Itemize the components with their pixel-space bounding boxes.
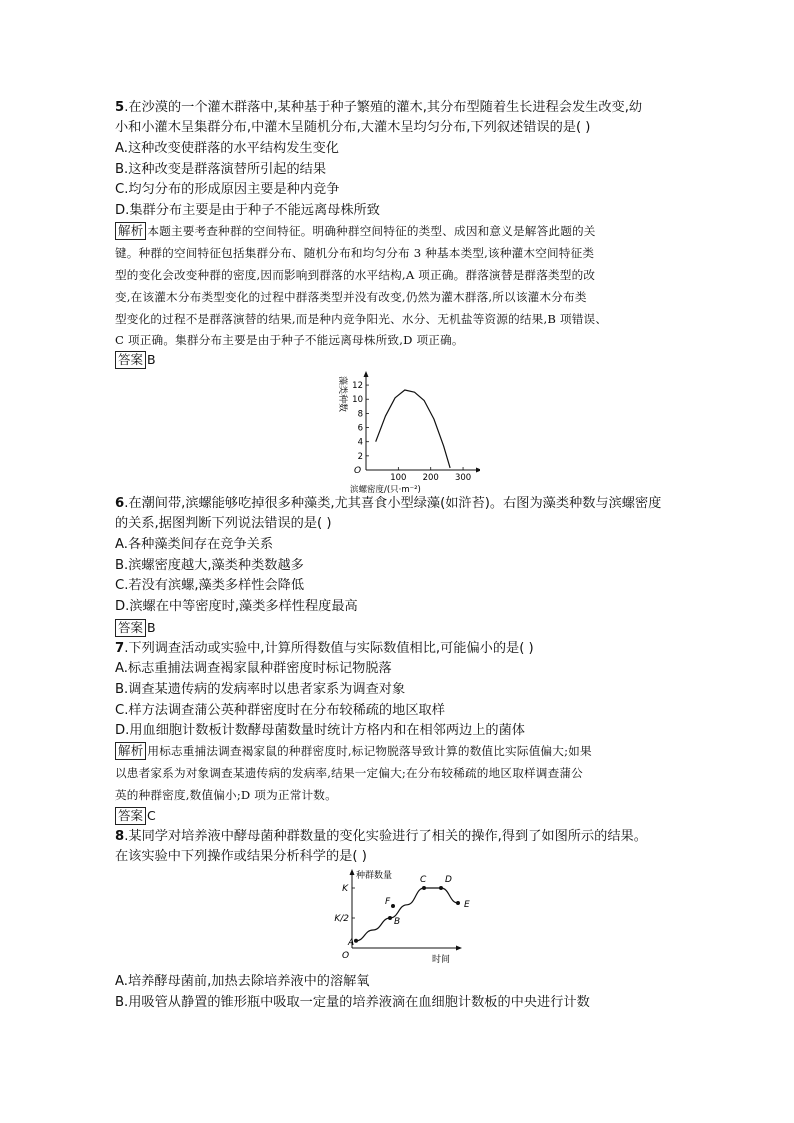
q5-jiexi-line-1: 解析 本题主要考查种群的空间特征。明确种群空间特征的类型、成因和意义是解答此题的关 bbox=[115, 220, 596, 242]
q5-stem-line-2: 小和小灌木呈集群分布,中灌木呈随机分布,大灌木呈均匀分布,下列叙述错误的是( ) bbox=[115, 120, 591, 135]
point-label: A bbox=[348, 937, 355, 948]
curve-point bbox=[439, 886, 443, 890]
x-axis-arrow bbox=[476, 468, 480, 473]
q7-option-c: C.样方法调查蒲公英种群密度时在分布较稀疏的地区取样 bbox=[115, 703, 445, 718]
point-label: C bbox=[420, 875, 427, 885]
curve-point bbox=[354, 939, 358, 943]
curve-point bbox=[456, 901, 460, 905]
algae-species-chart bbox=[330, 368, 480, 494]
y-tick-label: 12 bbox=[352, 381, 363, 392]
q8-option-b: B.用吸管从静置的锥形瓶中吸取一定量的培养液滴在血细胞计数板的中央进行计数 bbox=[115, 995, 590, 1010]
y-tick-label: 10 bbox=[352, 395, 363, 406]
q8-option-a: A.培养酵母菌前,加热去除培养液中的溶解氧 bbox=[115, 974, 370, 989]
q5-jiexi-line-6: C 项正确。集群分布主要是由于种子不能远离母株所致,D 项正确。 bbox=[115, 333, 464, 347]
y-tick-label: 4 bbox=[357, 437, 363, 448]
q7-option-b: B.调查某遗传病的发病率时以患者家系为调查对象 bbox=[115, 682, 406, 697]
q5-jiexi-line-2: 键。种群的空间特征包括集群分布、随机分布和均匀分布 3 种基本类型,该种灌木空间特征类 bbox=[115, 246, 595, 260]
jiexi-tag: 解析 bbox=[115, 222, 146, 240]
algae-curve bbox=[376, 390, 450, 468]
q7-option-d: D.用血细胞计数板计数酵母菌数量时统计方格内和在相邻两边上的菌体 bbox=[115, 723, 525, 738]
answer-tag: 答案 bbox=[115, 351, 146, 369]
jiexi-tag: 解析 bbox=[115, 742, 146, 760]
answer-tag: 答案 bbox=[115, 807, 146, 825]
answer-tag: 答案 bbox=[115, 619, 146, 637]
yeast-population-chart bbox=[330, 866, 470, 972]
q6-option-c: C.若没有滨螺,藻类多样性会降低 bbox=[115, 578, 305, 593]
y-tick-label: 6 bbox=[357, 423, 363, 434]
y-tick-label: K/2 bbox=[334, 914, 349, 924]
x-axis-label: 时间 bbox=[432, 955, 451, 965]
q5-stem-line-1: 5.在沙漠的一个灌木群落中,某种基于种子繁殖的灌木,其分布型随着生长进程会发生改变,幼 bbox=[115, 100, 643, 115]
q7-stem-line-1: 7.下列调查活动或实验中,计算所得数值与实际数值相比,可能偏小的是( ) bbox=[115, 641, 534, 656]
q5-jiexi-line-5: 型变化的过程不是群落演替的结果,而是种内竞争阳光、水分、无机盐等资源的结果,B 项错误、 bbox=[115, 312, 608, 326]
x-axis-label: 滨螺密度/(只·m⁻²) bbox=[350, 485, 421, 494]
q7-option-a: A.标志重捕法调查褐家鼠种群密度时标记物脱落 bbox=[115, 661, 392, 676]
y-tick-label: 2 bbox=[357, 451, 363, 462]
y-tick-label: K bbox=[342, 884, 348, 894]
q8-stem-line-2: 在该实验中下列操作或结果分析科学的是( ) bbox=[115, 849, 367, 864]
y-axis-arrow bbox=[364, 371, 369, 377]
curve-point bbox=[422, 886, 426, 890]
point-label: F bbox=[385, 897, 391, 907]
point-label: E bbox=[464, 900, 470, 910]
q5-jiexi-line-4: 变,在该灌木分布类型变化的过程中群落类型并没有改变,仍然为灌木群落,所以该灌木分布类 bbox=[115, 290, 587, 304]
x-axis-arrow bbox=[456, 946, 462, 951]
x-tick-label: 200 bbox=[422, 473, 439, 483]
y-axis-label: 藻类种数 bbox=[337, 376, 347, 413]
q5-option-d: D.集群分布主要是由于种子不能远离母株所致 bbox=[115, 203, 380, 218]
x-tick-label: 300 bbox=[454, 473, 472, 483]
q6-option-a: A.各种藻类间存在竞争关系 bbox=[115, 537, 274, 552]
x-tick-label: 100 bbox=[390, 473, 407, 483]
y-axis-label: 种群数量 bbox=[356, 871, 393, 881]
q8-stem-line-1: 8.某同学对培养液中酵母菌种群数量的变化实验进行了相关的操作,得到了如图所示的结果。 bbox=[115, 829, 647, 844]
y-tick-label: 8 bbox=[357, 409, 363, 420]
curve-point bbox=[391, 904, 395, 908]
q5-option-c: C.均匀分布的形成原因主要是种内竞争 bbox=[115, 182, 340, 197]
point-label: D bbox=[445, 875, 452, 885]
growth-curve bbox=[356, 888, 458, 941]
q7-jiexi-line-3: 英的种群密度,数值偏小;D 项为正常计数。 bbox=[115, 788, 337, 802]
y-axis-arrow bbox=[350, 869, 355, 875]
q5-option-a: A.这种改变使群落的水平结构发生变化 bbox=[115, 141, 339, 156]
origin-label: O bbox=[354, 466, 362, 476]
q5-answer: 答案 B bbox=[115, 350, 156, 370]
q7-jiexi-line-2: 以患者家系为对象调查某遗传病的发病率,结果一定偏大;在分布较稀疏的地区取样调查蒲公 bbox=[115, 766, 583, 780]
q6-option-b: B.滨螺密度越大,藻类种类数越多 bbox=[115, 558, 304, 573]
q5-jiexi-line-3: 型的变化会改变种群的密度,因而影响到群落的水平结构,A 项正确。群落演替是群落类型的改 bbox=[115, 268, 596, 282]
curve-point bbox=[388, 916, 392, 920]
q6-answer: 答案 B bbox=[115, 618, 156, 638]
q5-option-b: B.这种改变是群落演替所引起的结果 bbox=[115, 162, 327, 177]
q6-stem-line-1: 6.在潮间带,滨螺能够吃掉很多种藻类,尤其喜食小型绿藻(如浒苔)。右图为藻类种数与滨螺密度 bbox=[115, 496, 662, 511]
point-label: B bbox=[394, 917, 401, 927]
q7-jiexi-line-1: 解析 用标志重捕法调查褐家鼠的种群密度时,标记物脱落导致计算的数值比实际值偏大;如果 bbox=[115, 740, 592, 762]
q7-answer: 答案 C bbox=[115, 806, 156, 826]
q6-option-d: D.滨螺在中等密度时,藻类多样性程度最高 bbox=[115, 599, 358, 614]
origin-label: O bbox=[342, 951, 350, 961]
q6-stem-line-2: 的关系,据图判断下列说法错误的是( ) bbox=[115, 516, 332, 531]
